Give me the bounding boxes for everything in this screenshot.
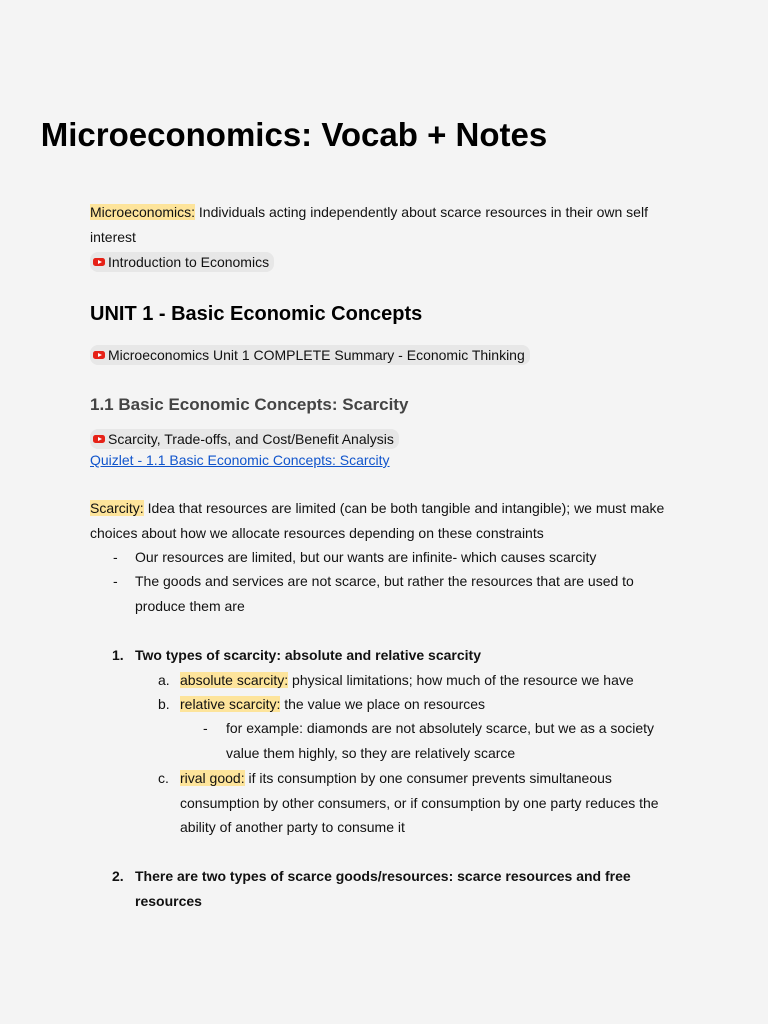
video-chip-intro[interactable] [90, 252, 274, 272]
sub-item-text: physical limitations; how much of the resource we have [288, 672, 634, 688]
intro-definition [90, 200, 660, 249]
list-marker-1: 1. [112, 647, 124, 663]
youtube-icon [93, 435, 105, 443]
video-chip[interactable] [90, 345, 530, 365]
sub-item-rival-good [180, 766, 665, 840]
page-title: Microeconomics: Vocab + Notes [40, 116, 548, 153]
term-scarcity: Scarcity: [90, 500, 144, 516]
sub-marker-a: a. [158, 672, 170, 688]
video-chip-scarcity[interactable] [90, 429, 399, 449]
sub-item-relative-scarcity [180, 692, 660, 717]
video-chip-label: Introduction to Economics [108, 254, 270, 270]
term-microeconomics: Microeconomics: [90, 204, 196, 220]
sub-item-text: if its consumption by one consumer prevents simultaneous consumption by other consumers, or if consumption by one party reduces the ability of another party to consume it [180, 770, 659, 835]
scarcity-definition-text: Idea that resources are limited (can be both tangible and intangible); we must make choices about how we allocate resources depending on these constraints [90, 500, 665, 541]
video-chip-label: Microeconomics Unit 1 COMPLETE Summary - Economic Thinking [108, 347, 525, 363]
dash-marker: - [113, 549, 118, 565]
sub-marker-b: b. [158, 696, 170, 712]
section-1-1-heading: 1.1 Basic Economic Concepts: Scarcity [90, 395, 409, 414]
intro-definition-text: Individuals acting independently about scarce resources in their own self interest [90, 204, 648, 245]
list-item-1: Two types of scarcity: absolute and relative scarcity [135, 647, 481, 663]
scarcity-bullet-2: The goods and services are not scarce, but rather the resources that are used to produce them are [135, 573, 634, 614]
sub-bullet-diamonds: for example: diamonds are not absolutely scarce, but we as a society value them highly, so they are relatively scarce [226, 720, 654, 761]
scarcity-bullet-1: Our resources are limited, but our wants are infinite- which causes scarcity [135, 549, 597, 565]
list-marker-2: 2. [112, 868, 124, 884]
sub-marker-c: c. [158, 770, 169, 786]
term-absolute-scarcity: absolute scarcity: [180, 672, 289, 688]
video-chip[interactable] [90, 429, 399, 449]
sub-item-text: the value we place on resources [280, 696, 486, 712]
youtube-icon [93, 351, 105, 359]
quizlet-link[interactable]: Quizlet - 1.1 Basic Economic Concepts: Scarcity [90, 452, 390, 468]
term-relative-scarcity: relative scarcity: [180, 696, 281, 712]
unit1-heading: UNIT 1 - Basic Economic Concepts [90, 303, 423, 325]
video-chip-label: Scarcity, Trade-offs, and Cost/Benefit Analysis [108, 431, 394, 447]
video-chip[interactable] [90, 252, 274, 272]
list-item-2: There are two types of scarce goods/resources: scarce resources and free resources [135, 868, 631, 909]
video-chip-unit1[interactable] [90, 345, 530, 365]
dash-marker: - [113, 573, 118, 589]
dash-marker: - [203, 720, 208, 736]
youtube-icon [93, 258, 105, 266]
sub-item-absolute-scarcity [180, 668, 660, 693]
term-rival-good: rival good: [180, 770, 245, 786]
scarcity-definition [90, 496, 665, 545]
